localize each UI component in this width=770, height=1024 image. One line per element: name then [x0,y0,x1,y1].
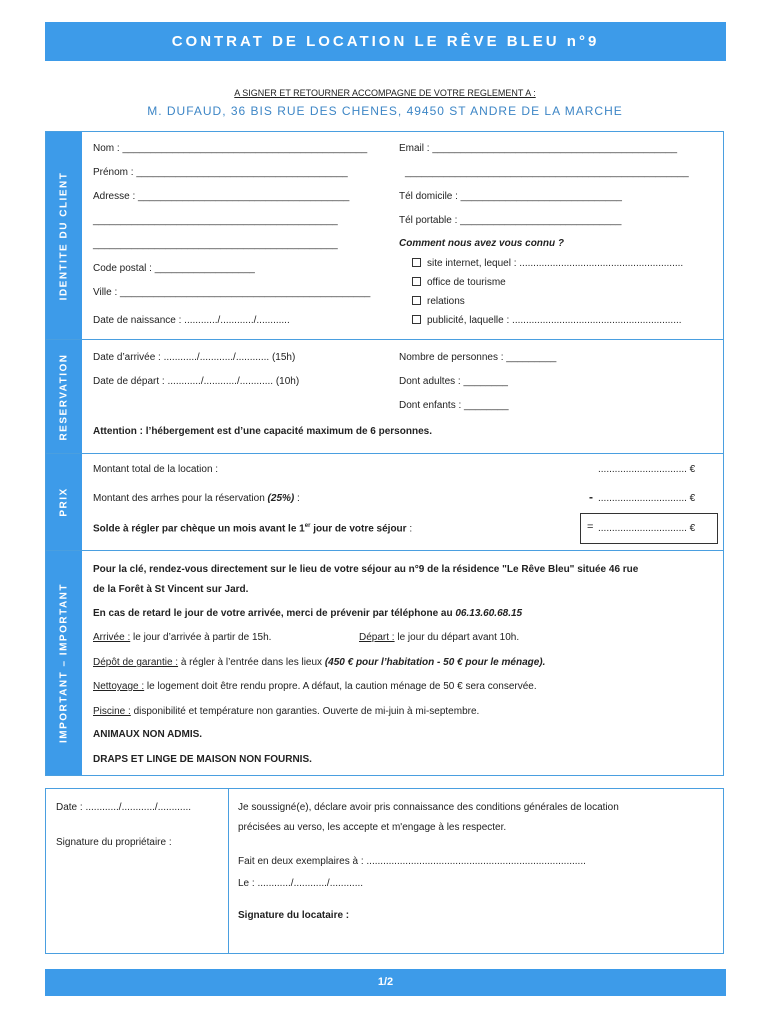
solde-label: Solde à régler par chèque un mois avant le 1er jour de votre séjour : [93,523,413,535]
depot-rule: Dépôt de garantie : à régler à l’entrée dans les lieux (450 € pour l’habitation - 50 € pour le ménage). [93,657,546,668]
connu-title: Comment nous avez vous connu ? [399,238,565,249]
email-line-2[interactable]: ___________________________________________________ [405,167,689,178]
signature-divider [228,788,229,954]
signature-section [45,788,724,954]
ville-field[interactable]: Ville : _____________________________________________ [93,287,371,298]
animaux-notice: ANIMAUX NON ADMIS. [93,729,203,740]
checkbox-icon[interactable] [412,258,421,267]
option-site-internet[interactable] [412,258,683,269]
prenom-field[interactable]: Prénom : ______________________________________ [93,167,348,178]
naissance-field[interactable]: Date de naissance : ............/............/............ [93,315,290,326]
option-office-tourisme[interactable] [412,277,506,288]
tel-domicile-field[interactable]: Tél domicile : _____________________________ [399,191,622,202]
important-section [45,550,724,776]
tenant-signature-label: Signature du locataire : [238,910,350,921]
option-publicite[interactable] [412,315,682,326]
page-number: 1/2 [45,969,726,996]
equals-sign: = [587,521,594,533]
option-label: office de tourisme [427,277,506,288]
solde-value[interactable]: ................................ € [598,523,696,534]
piscine-rule: Piscine : disponibilité et température non garanties. Ouverte de mi-juin à mi-septembre. [93,706,480,717]
declaration-line-1: Je soussigné(e), déclare avoir pris connaissance des conditions générales de location [238,802,619,813]
minus-sign: - [589,490,593,504]
phone-number: 06.13.60.68.15 [455,608,523,619]
checkbox-icon[interactable] [412,296,421,305]
prix-section [45,453,724,551]
adultes-field[interactable]: Dont adultes : ________ [399,376,508,387]
reservation-section [45,339,724,454]
montant-total-value[interactable]: ................................ € [598,464,696,475]
enfants-field[interactable]: Dont enfants : ________ [399,400,509,411]
client-section [45,131,724,340]
retard-notice: En cas de retard le jour de votre arrivée, merci de prévenir par téléphone au 06.13.60.68.15 [93,608,523,619]
cle-line-1: Pour la clé, rendez-vous directement sur le lieu de votre séjour au n°9 de la résidence "Le Rêve Bleu" située 46 rue [93,564,639,575]
email-field[interactable]: Email : ____________________________________________ [399,143,678,154]
checkbox-icon[interactable] [412,315,421,324]
capacity-warning: Attention : l’hébergement est d’une capacité maximum de 6 personnes. [93,426,432,437]
date-depart-field[interactable]: Date de départ : ............/............/............ (10h) [93,376,300,387]
client-side-label: IDENTITE DU CLIENT [46,132,82,339]
option-label: site internet, lequel : ........................................................... [427,258,684,269]
arrivee-rule: Arrivée : le jour d’arrivée à partir de 15h. [93,632,272,643]
prix-side-label: PRIX [46,454,82,550]
draps-notice: DRAPS ET LINGE DE MAISON NON FOURNIS. [93,754,312,765]
arrhes-label: Montant des arrhes pour la réservation (25%) : [93,493,300,504]
reservation-side-label: RESERVATION [46,340,82,453]
code-postal-field[interactable]: Code postal : __________________ [93,263,255,274]
contract-title: CONTRAT DE LOCATION LE RÊVE BLEU n°9 [45,22,726,61]
option-label: relations [427,296,465,307]
option-label: publicité, laquelle : ............................................................. [427,315,682,326]
important-side-label: IMPORTANT – IMPORTANT [46,551,82,775]
nom-field[interactable]: Nom : ____________________________________________ [93,143,368,154]
arrhes-value[interactable]: ................................ € [598,493,696,504]
cle-line-2: de la Forêt à St Vincent sur Jard. [93,584,249,595]
nettoyage-rule: Nettoyage : le logement doit être rendu propre. A défaut, la caution ménage de 50 € sera conservée. [93,681,537,692]
owner-date-field[interactable]: Date : ............/............/............ [56,802,192,813]
montant-total-label: Montant total de la location : [93,464,219,475]
option-relations[interactable] [412,296,465,307]
date-arrivee-field[interactable]: Date d’arrivée : ............/............/............ (15h) [93,352,296,363]
tel-portable-field[interactable]: Tél portable : _____________________________ [399,215,622,226]
adresse-line-2[interactable]: ____________________________________________ [93,215,338,226]
declaration-line-2: précisées au verso, les accepte et m'engage à les respecter. [238,822,507,833]
owner-signature-label: Signature du propriétaire : [56,837,172,848]
adresse-field[interactable]: Adresse : ______________________________________ [93,191,350,202]
owner-address: M. DUFAUD, 36 BIS RUE DES CHENES, 49450 ST ANDRE DE LA MARCHE [147,104,623,118]
depart-rule: Départ : le jour du départ avant 10h. [359,632,520,643]
checkbox-icon[interactable] [412,277,421,286]
le-date-field[interactable]: Le : ............/............/............ [238,878,364,889]
instruction-text: A SIGNER ET RETOURNER ACCOMPAGNE DE VOTRE REGLEMENT A : [234,88,536,98]
adresse-line-3[interactable]: ____________________________________________ [93,239,338,250]
fait-a-field[interactable]: Fait en deux exemplaires à : ............................................................................... [238,856,586,867]
nombre-personnes-field[interactable]: Nombre de personnes : _________ [399,352,557,363]
